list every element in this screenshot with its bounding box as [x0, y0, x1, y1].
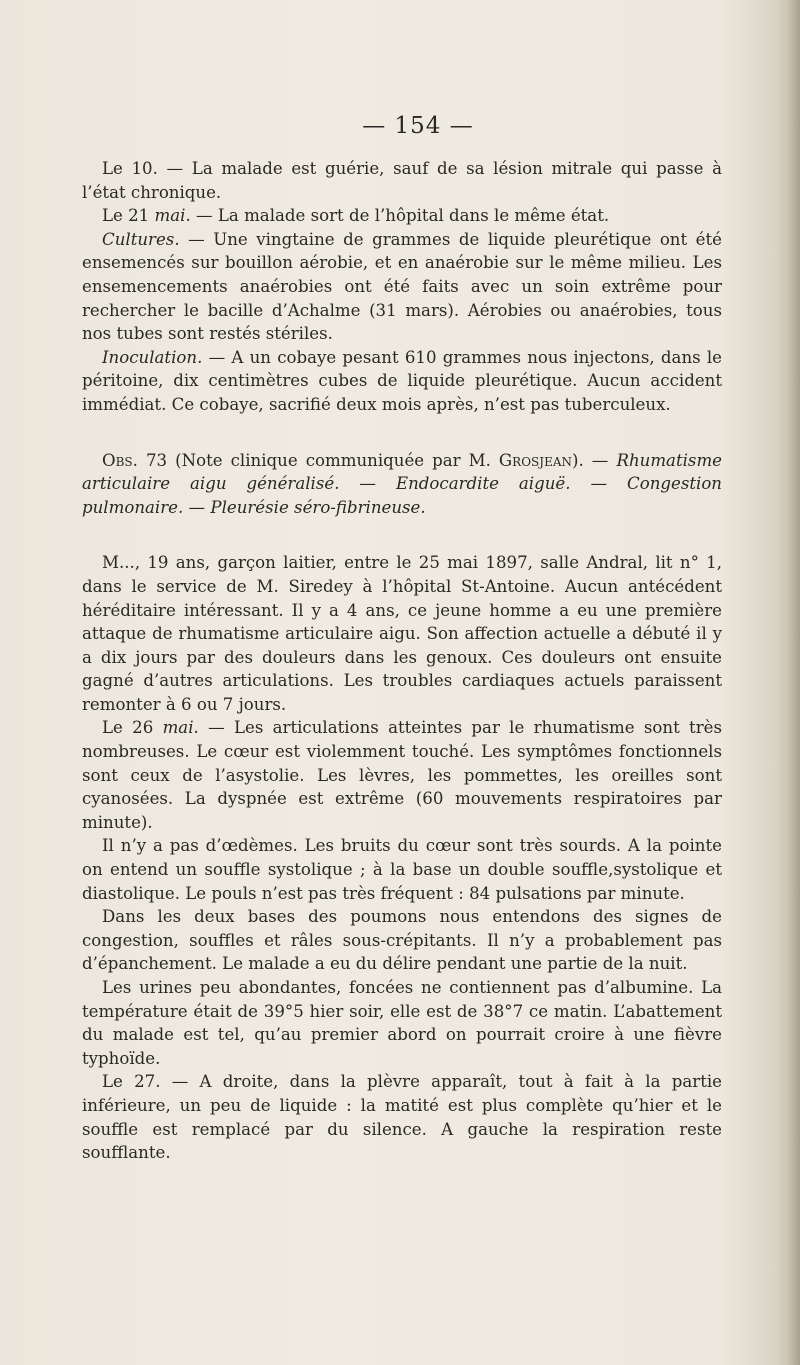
page-number: — 154 —: [362, 113, 474, 139]
date-lead: Le 26: [102, 718, 163, 738]
section-heading: Inoculation.: [102, 347, 203, 367]
page-edge: [786, 0, 800, 1365]
paragraph-text: — Les articulations atteintes par le rhumatisme sont très nombreuses. Le cœur est violemment touché. Les symptômes fonctionnels sont ceux de l’asystolie. Les lèvres, les pommettes, les oreilles sont cyanosées. La dyspnée est extrême (60 mouvements respiratoires par minute).: [82, 718, 722, 832]
obs-text: ). —: [572, 450, 617, 470]
obs-label: Obs.: [102, 450, 138, 470]
paragraph: [82, 228, 722, 346]
obs-author: Grosjean: [498, 450, 573, 470]
body-text: [82, 157, 722, 1165]
date-lead: Le 21: [102, 206, 155, 226]
paragraph: Les urines peu abondantes, foncées ne contiennent pas d’albumine. La température était de 39°5 hier soir, elle est de 38°7 ce matin. L’abattement du malade est tel, qu’au premier abord on pourrait croire à une fièvre typhoïde.: [82, 978, 722, 1068]
paragraph: Il n’y a pas d’œdèmes. Les bruits du cœur sont très sourds. A la pointe on entend un souffle systolique ; à la base un double souffle,systolique et diastolique. Le pouls n’est pas très fréquent : 84 pulsations par minute.: [82, 836, 722, 903]
paragraph: Le 27. — A droite, dans la plèvre apparaît, tout à fait à la partie inférieure, un peu de liquide : la matité est plus complète qu’hier et le souffle est remplacé par du silence. A gauche la respiration reste soufflante.: [82, 1072, 722, 1163]
paragraph: Dans les deux bases des poumons nous entendons des signes de congestion, souffles et râles sous-crépitants. Il n’y a probablement pas d’épanchement. Le malade a eu du délire pendant une partie de la nuit.: [82, 907, 722, 974]
section-heading: Cultures.: [102, 229, 180, 249]
paragraph-text: — Une vingtaine de grammes de liquide pleurétique ont été ensemencés sur bouillon aérobie, et en anaérobie sur le même milieu. Les ensemencements anaérobies ont été faits avec un soin extrême pour rechercher le bacille d’Achalme (31 mars). Aérobies ou anaérobies, tous nos tubes sont restés stériles.: [82, 229, 722, 344]
observation-heading: [82, 449, 722, 520]
obs-diagnosis: Rhumatisme articulaire aigu généralisé. — Endocardite aiguë. — Congestion pulmonaire. — Pleurésie séro-fibrineuse.: [82, 450, 722, 517]
paragraph: [82, 346, 722, 417]
date-month: mai.: [162, 718, 199, 738]
paragraph: Le 10. — La malade est guérie, sauf de sa lésion mitrale qui passe à l’état chronique.: [82, 159, 722, 202]
paragraph: [82, 716, 722, 834]
paragraph: M..., 19 ans, garçon laitier, entre le 25 mai 1897, salle Andral, lit n° 1, dans le service de M. Siredey à l’hôpital St-Antoine. Aucun antécédent héréditaire intéressant. Il y a 4 ans, ce jeune homme a eu une première attaque de rhumatisme articulaire aigu. Son affection actuelle a débuté il y a dix jours par des douleurs dans les genoux. Ces douleurs ont ensuite gagné d’autres articulations. Les troubles cardiaques actuels paraissent remonter à 6 ou 7 jours.: [82, 553, 722, 714]
date-month: mai.: [154, 206, 191, 226]
paragraph: [82, 204, 722, 228]
paragraph-text: — La malade sort de l’hôpital dans le même état.: [190, 206, 610, 226]
obs-text: 73 (Note clinique communiquée par M.: [137, 450, 499, 470]
paragraph-text: — A un cobaye pesant 610 grammes nous injectons, dans le péritoine, dix centimètres cubes de liquide pleurétique. Aucun accident immédiat. Ce cobaye, sacrifié deux mois après, n’est pas tuberculeux.: [82, 347, 722, 414]
